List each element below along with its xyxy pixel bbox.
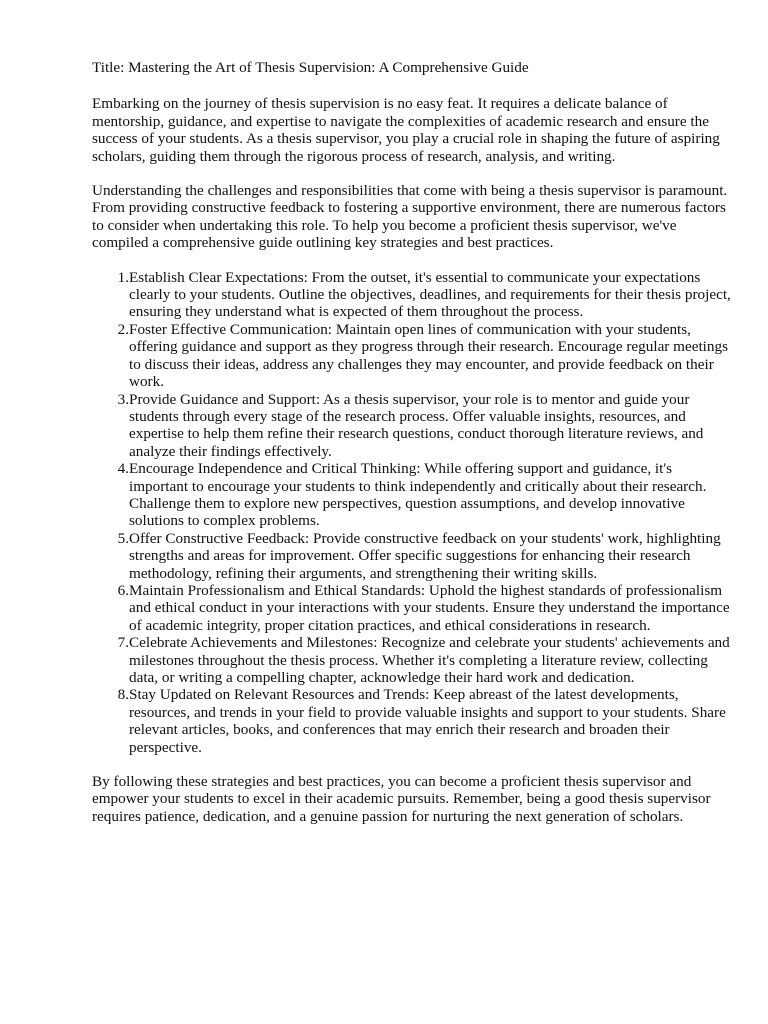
list-item — [92, 321, 732, 391]
list-item-text: Stay Updated on Relevant Resources and Trends: Keep abreast of the latest developments, resources, and trends in your field to provide valuable insights and support to your students. Share relevant articles, books, and conferences that may enrich their research and broaden their perspective. — [129, 686, 726, 756]
list-item-text: Establish Clear Expectations: From the outset, it's essential to communicate your expectations clearly to your students. Outline the objectives, deadlines, and requirements for their thesis project, ensuring they understand what is expected of them throughout the process. — [129, 268, 731, 321]
list-item-number: 5. — [117, 529, 129, 547]
list-item — [92, 582, 732, 634]
list-item-number: 7. — [117, 634, 129, 652]
list-item — [92, 634, 732, 686]
list-item-text: Maintain Professionalism and Ethical Standards: Uphold the highest standards of professionalism and ethical conduct in your interactions with your students. Ensure they understand the importance of academic integrity, proper citation practices, and ethical considerations in research. — [129, 581, 730, 634]
list-item-text: Celebrate Achievements and Milestones: Recognize and celebrate your students' achievements and milestones throughout the thesis process. Whether it's completing a literature review, collecting data, or writing a compelling chapter, acknowledge their hard work and dedication. — [129, 634, 730, 686]
intro-paragraph-2: Understanding the challenges and responsibilities that come with being a thesis supervisor is paramount. From providing constructive feedback to fostering a supportive environment, there are numerous factors to consider when undertaking this role. To help you become a proficient thesis supervisor, we've compiled a comprehensive guide outlining key strategies and best practices. — [92, 182, 728, 252]
list-item-text: Foster Effective Communication: Maintain open lines of communication with your students, offering guidance and support as they progress through their research. Encourage regular meetings to discuss their ideas, address any challenges they may encounter, and provide feedback on their work. — [129, 320, 728, 391]
list-item — [92, 269, 732, 321]
list-item — [92, 460, 732, 530]
list-item — [92, 686, 732, 756]
list-item-text: Provide Guidance and Support: As a thesis supervisor, your role is to mentor and guide your students through every stage of the research process. Offer valuable insights, resources, and expertise to help them refine their research questions, conduct thorough literature reviews, and analyze their findings effectively. — [129, 390, 704, 460]
document-page — [92, 59, 732, 842]
list-item-text: Offer Constructive Feedback: Provide constructive feedback on your students' work, highlighting strengths and areas for improvement. Offer specific suggestions for enhancing their research methodology, refining their arguments, and strengthening their writing skills. — [129, 529, 721, 582]
list-item-text: Encourage Independence and Critical Thinking: While offering support and guidance, it's important to encourage your students to think independently and critically about their research. Challenge them to explore new perspectives, question assumptions, and develop innovative solutions to complex problems. — [129, 460, 707, 530]
document-title: Title: Mastering the Art of Thesis Supervision: A Comprehensive Guide — [92, 59, 529, 76]
list-item-number: 8. — [117, 686, 129, 704]
list-item-number: 1. — [117, 268, 129, 286]
list-item-number: 3. — [117, 390, 129, 408]
closing-paragraph: By following these strategies and best practices, you can become a proficient thesis supervisor and empower your students to excel in their academic pursuits. Remember, being a good thesis supervisor requires patience, dedication, and a genuine passion for nurturing the next generation of scholars. — [92, 773, 711, 825]
list-item-number: 2. — [117, 320, 129, 338]
list-item-number: 4. — [117, 460, 129, 478]
strategy-list — [92, 269, 732, 756]
intro-paragraph-1: Embarking on the journey of thesis supervision is no easy feat. It requires a delicate balance of mentorship, guidance, and expertise to navigate the complexities of academic research and ensure the success of your students. As a thesis supervisor, you play a crucial role in shaping the future of aspiring scholars, guiding them through the rigorous process of research, analysis, and writing. — [92, 95, 720, 165]
list-item — [92, 530, 732, 582]
list-item-number: 6. — [117, 581, 129, 599]
list-item — [92, 391, 732, 461]
